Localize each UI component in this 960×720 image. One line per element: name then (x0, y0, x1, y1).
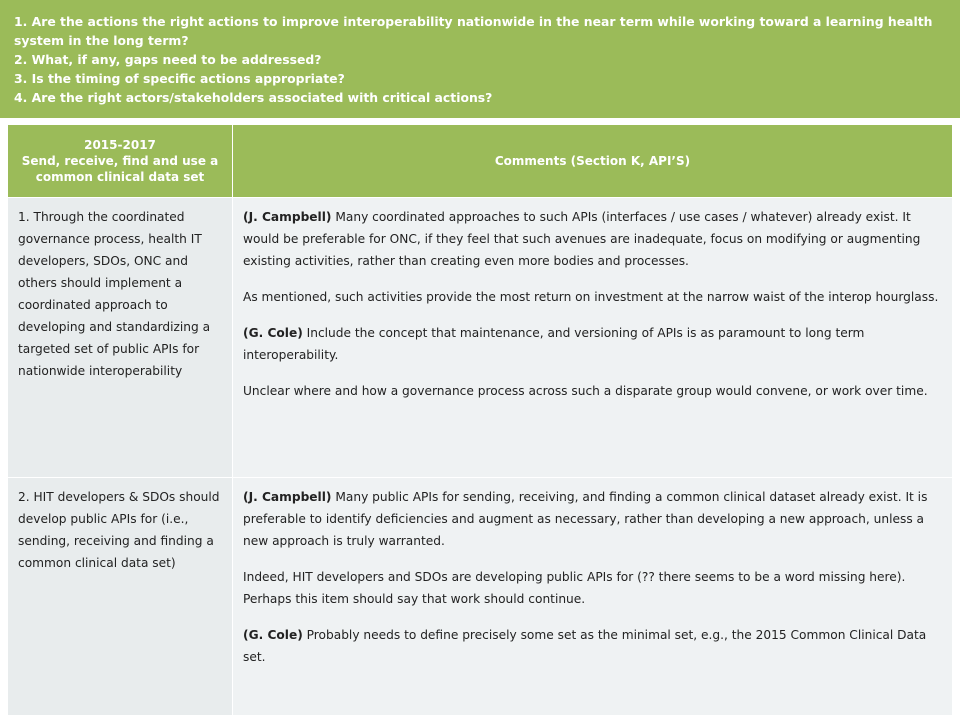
comment-author: (J. Campbell) (243, 210, 332, 224)
comment-text: Probably needs to define precisely some set as the minimal set, e.g., the 2015 Common Clinical Data set. (243, 628, 927, 664)
comment-paragraph (243, 486, 942, 552)
comment-author: (G. Cole) (243, 628, 303, 642)
table-row (8, 478, 953, 716)
header-years: 2015-2017 (84, 138, 156, 152)
comment-author: (J. Campbell) (243, 490, 332, 504)
header-action-column (8, 125, 233, 198)
comment-text: Unclear where and how a governance process across such a disparate group would convene, or work over time. (243, 384, 928, 398)
comments-table (7, 124, 953, 716)
question-3: 3. Is the timing of specific actions appropriate? (14, 71, 345, 86)
question-1: 1. Are the actions the right actions to improve interoperability nationwide in the near term while working toward a learning health system in the long term? (14, 14, 933, 48)
comment-paragraph (243, 206, 942, 272)
comment-text: Include the concept that maintenance, and versioning of APIs is as paramount to long term interoperability. (243, 326, 865, 362)
action-cell: 1. Through the coordinated governance process, health IT developers, SDOs, ONC and others should implement a coordinated approach to developing and standardizing a targeted set of public APIs for nationwide interoperability (8, 198, 233, 478)
table-header-row (8, 125, 953, 198)
question-4: 4. Are the right actors/stakeholders associated with critical actions? (14, 90, 493, 105)
comment-paragraph (243, 566, 942, 610)
comment-text: Many coordinated approaches to such APIs (interfaces / use cases / whatever) already exist. It would be preferable for ONC, if they feel that such avenues are inadequate, focus on modifying or augmenting existing activities, rather than creating even more bodies and processes. (243, 210, 921, 268)
comments-cell (233, 198, 953, 478)
comment-text: Indeed, HIT developers and SDOs are developing public APIs for (?? there seems to be a word missing here). Perhaps this item should say that work should continue. (243, 570, 906, 606)
comment-author: (G. Cole) (243, 326, 303, 340)
header-comments-column: Comments (Section K, API’S) (233, 125, 953, 198)
comment-text: As mentioned, such activities provide the most return on investment at the narrow waist of the interop hourglass. (243, 290, 939, 304)
table-row (8, 198, 953, 478)
comment-text: Many public APIs for sending, receiving, and finding a common clinical dataset already exist. It is preferable to identify deficiencies and augment as necessary, rather than developing a new approach, unless a new approach is truly warranted. (243, 490, 928, 548)
comments-cell (233, 478, 953, 716)
action-cell: 2. HIT developers & SDOs should develop public APIs for (i.e., sending, receiving and finding a common clinical data set) (8, 478, 233, 716)
comment-paragraph (243, 286, 942, 308)
question-2: 2. What, if any, gaps need to be addressed? (14, 52, 322, 67)
comment-paragraph (243, 624, 942, 668)
comment-paragraph (243, 322, 942, 366)
header-action-title: Send, receive, find and use a common clinical data set (21, 154, 219, 184)
questions-banner (0, 0, 960, 118)
comment-paragraph (243, 380, 942, 402)
